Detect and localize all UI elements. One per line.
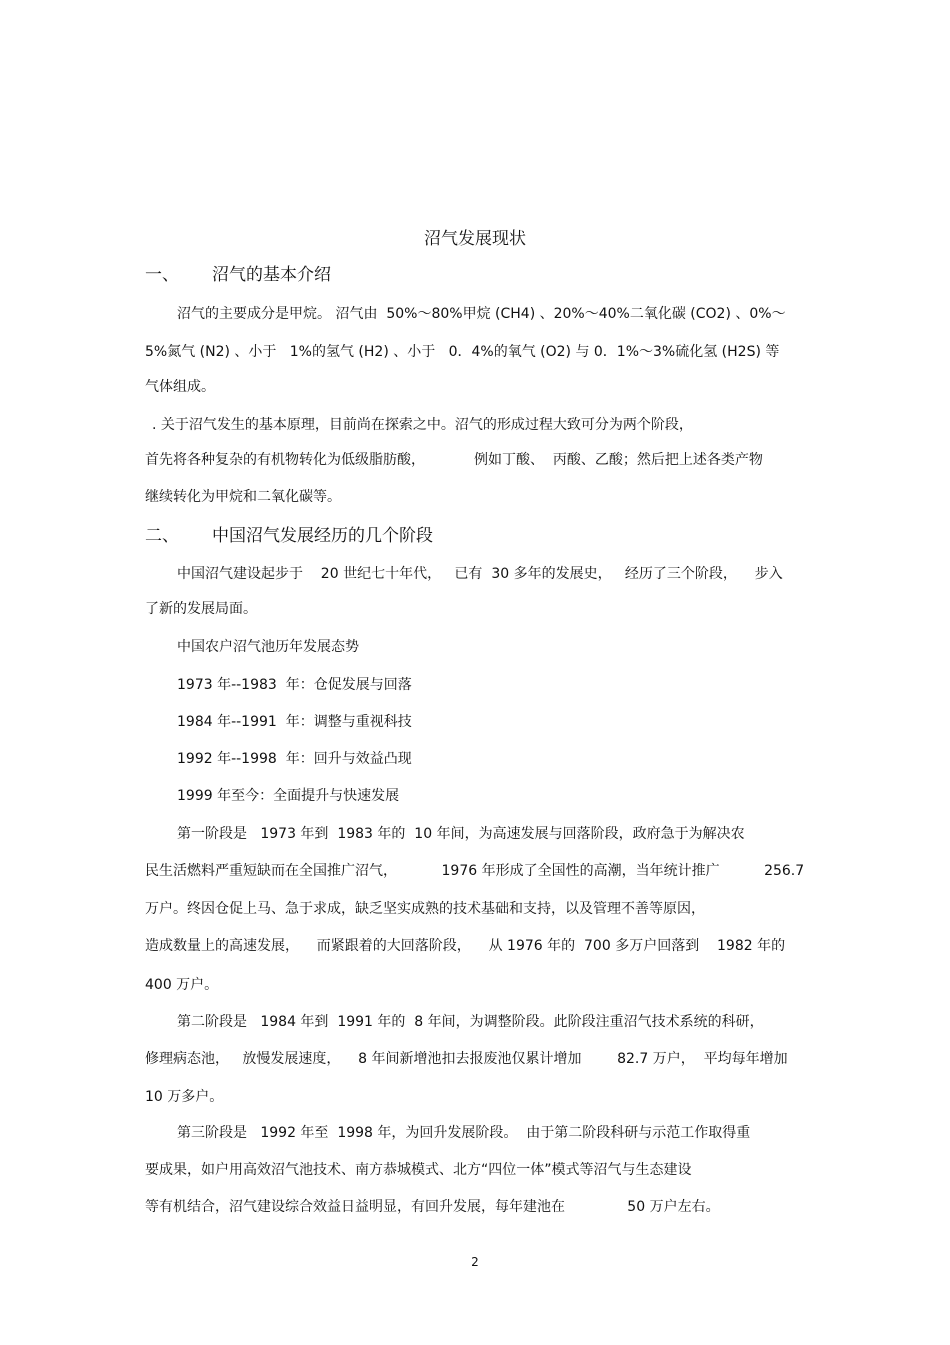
paragraph-line: 5%氮气 (N2) 、小于 1%的氢气 (H2) 、小于 0．4%的氧气 (O2) 与 0．1%～3%硫化氢 (H2S) 等	[145, 344, 780, 360]
list-item: 1984 年--1991 年：调整与重视科技	[177, 714, 412, 730]
paragraph-line: 了新的发展局面。	[145, 601, 257, 617]
paragraph-line: 第一阶段是 1973 年到 1983 年的 10 年间，为高速发展与回落阶段，政府急于为解决农	[177, 826, 745, 842]
paragraph-line: 10 万多户。	[145, 1089, 224, 1105]
section-heading-1	[145, 264, 331, 286]
section-heading-2	[145, 525, 433, 547]
paragraph-line: . 关于沼气发生的基本原理，目前尚在探索之中。沼气的形成过程大致可分为两个阶段，	[152, 417, 693, 433]
list-item: 1973 年--1983 年：仓促发展与回落	[177, 677, 412, 693]
paragraph-line: 400 万户。	[145, 977, 219, 993]
paragraph-line: 中国沼气建设起步于 20 世纪七十年代， 已有 30 多年的发展史， 经历了三个阶段， 步入	[177, 566, 783, 582]
paragraph-line: 要成果，如户用高效沼气池技术、南方恭城模式、北方“四位一体”模式等沼气与生态建设	[145, 1162, 692, 1178]
paragraph-line: 第三阶段是 1992 年至 1998 年，为回升发展阶段。 由于第二阶段科研与示范工作取得重	[177, 1125, 751, 1141]
paragraph-line: 第二阶段是 1984 年到 1991 年的 8 年间，为调整阶段。此阶段注重沼气技术系统的科研，	[177, 1014, 764, 1030]
section-heading-text: 中国沼气发展经历的几个阶段	[212, 526, 433, 546]
paragraph-line: 修理病态池， 放慢发展速度， 8 年间新增池扣去报废池仅累计增加 82.7 万户， 平均每年增加	[145, 1051, 788, 1067]
section-number: 一、	[145, 265, 179, 285]
paragraph-line: 等有机结合，沼气建设综合效益日益明显，有回升发展，每年建池在 50 万户左右。	[145, 1199, 720, 1215]
paragraph-line: 气体组成。	[145, 379, 215, 395]
section-number: 二、	[145, 526, 179, 546]
paragraph-line: 万户。终因仓促上马、急于求成，缺乏坚实成熟的技术基础和支持，以及管理不善等原因，	[145, 901, 705, 917]
paragraph-line: 造成数量上的高速发展， 而紧跟着的大回落阶段， 从 1976 年的 700 多万户回落到 1982 年的	[145, 938, 786, 954]
list-item: 1992 年--1998 年：回升与效益凸现	[177, 751, 412, 767]
paragraph-line: 首先将各种复杂的有机物转化为低级脂肪酸， 例如丁酸、 丙酸、乙酸；然后把上述各类产物	[145, 452, 763, 468]
paragraph-line: 民生活燃料严重短缺而在全国推广沼气， 1976 年形成了全国性的高潮，当年统计推广 256.7	[145, 863, 805, 879]
paragraph-line: 继续转化为甲烷和二氧化碳等。	[145, 489, 341, 505]
list-title: 中国农户沼气池历年发展态势	[177, 639, 359, 655]
page-title: 沼气发展现状	[424, 229, 526, 249]
page-number: 2	[471, 1255, 479, 1269]
section-heading-text: 沼气的基本介绍	[212, 265, 331, 285]
list-item: 1999 年至今：全面提升与快速发展	[177, 788, 400, 804]
paragraph-line: 沼气的主要成分是甲烷。 沼气由 50%～80%甲烷 (CH4) 、20%～40%二氧化碳 (CO2) 、0%～	[177, 306, 786, 322]
